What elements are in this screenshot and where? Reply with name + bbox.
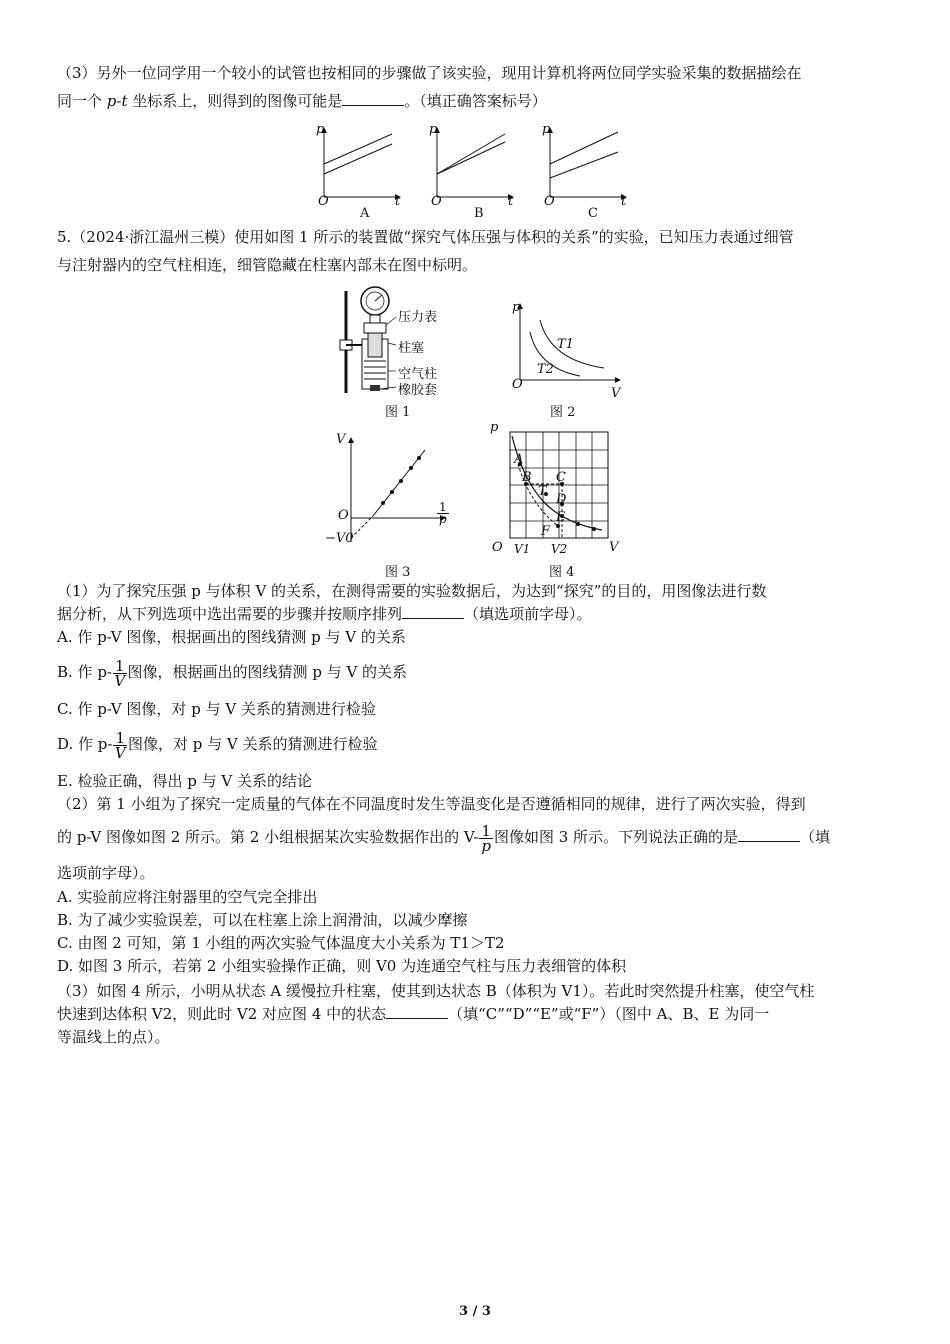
axis-p-C: p bbox=[542, 122, 551, 137]
fig4-caption: 图 4 bbox=[549, 565, 575, 580]
fig3-label-V0: −V0 bbox=[325, 531, 354, 546]
axis-t-C: t bbox=[621, 194, 627, 209]
s3-line3: 等温线上的点）。 bbox=[57, 1028, 170, 1046]
s1-option-C: C. 作 p-V 图像，对 p 与 V 关系的猜测进行检验 bbox=[57, 700, 376, 718]
fig3-axis-inv-p: $\frac{1}{p}$ bbox=[438, 500, 447, 526]
fig4-graph bbox=[498, 424, 628, 549]
page-number: 3 / 3 bbox=[459, 1304, 491, 1319]
fig2-label-T1: T1 bbox=[557, 337, 574, 352]
fig4-point-E: E bbox=[556, 510, 566, 525]
fig2-label-T2: T2 bbox=[537, 362, 554, 377]
fig1-label-rubber-cap: 橡胶套 bbox=[398, 383, 438, 398]
graph-label-A: A bbox=[360, 206, 370, 221]
s1-option-E: E. 检验正确，得出 p 与 V 关系的结论 bbox=[57, 772, 312, 790]
axis-t-A: t bbox=[395, 194, 401, 209]
graph-label-C: C bbox=[588, 206, 598, 221]
fig3-origin: O bbox=[338, 508, 349, 523]
s3-line1: （3）如图 4 所示，小明从状态 A 缓慢拉升柱塞，使其到达状态 B（体积为 V1）。若此时突然提升柱塞，使空气柱 bbox=[57, 982, 815, 1000]
fig3-caption: 图 3 bbox=[385, 565, 411, 580]
s2-line1: （2）第 1 小组为了探究一定质量的气体在不同温度时发生等温变化是否遵循相同的规律，进行了两次实验，得到 bbox=[57, 795, 806, 813]
s3-line2: 快速到达体积 V2，则此时 V2 对应图 4 中的状态 （填“C”“D”“E”或“F”）（图中 A、B、E 为同一 bbox=[57, 1005, 770, 1023]
axis-t-B: t bbox=[508, 194, 514, 209]
answer-blank[interactable] bbox=[386, 1004, 448, 1019]
pt-graph-B bbox=[437, 128, 513, 197]
fig4-axis-p: p bbox=[490, 420, 499, 435]
fig4-point-B: B bbox=[522, 470, 532, 485]
graph-label-B: B bbox=[474, 206, 484, 221]
fig4-point-C: C bbox=[556, 470, 566, 485]
s1-option-B: B. 作 p- $\frac{1}{V}$ 图像，根据画出的图线猜测 p 与 V 的关系 bbox=[57, 656, 408, 690]
origin-C: O bbox=[544, 194, 555, 209]
fig4-point-F: F bbox=[541, 524, 551, 539]
fig2-axis-V: V bbox=[611, 386, 621, 401]
q5-intro-line1: 5.（2024·浙江温州三模）使用如图 1 所示的装置做“探究气体压强与体积的关系”的实验，已知压力表通过细管 bbox=[57, 228, 794, 246]
q5-intro-line2: 与注射器内的空气柱相连，细管隐藏在柱塞内部未在图中标明。 bbox=[57, 256, 478, 274]
fig4-label-V1: V1 bbox=[514, 542, 531, 556]
fig3-axis-V: V bbox=[336, 432, 346, 447]
s1-option-D: D. 作 p- $\frac{1}{V}$ 图像，对 p 与 V 关系的猜测进行检验 bbox=[57, 728, 378, 762]
s2-option-D: D. 如图 3 所示，若第 2 小组实验操作正确，则 V0 为连通空气柱与压力表细管的体积 bbox=[57, 957, 627, 975]
fig4-label-V2: V2 bbox=[551, 542, 568, 556]
fig4-axis-V: V bbox=[609, 540, 619, 555]
fig4-origin: O bbox=[492, 540, 503, 555]
s1-option-A: A. 作 p-V 图像，根据画出的图线猜测 p 与 V 的关系 bbox=[57, 628, 406, 646]
origin-A: O bbox=[318, 194, 329, 209]
fig2-caption: 图 2 bbox=[550, 405, 576, 420]
fig4-point-A: A bbox=[514, 452, 524, 467]
s2-line3: 选项前字母）。 bbox=[57, 864, 155, 882]
axis-p-B: p bbox=[429, 122, 438, 137]
fig4-point-T: T bbox=[538, 484, 547, 499]
fig4-point-D: D bbox=[556, 492, 567, 507]
answer-blank[interactable] bbox=[738, 827, 800, 842]
answer-blank[interactable] bbox=[342, 91, 404, 106]
axis-p-A: p bbox=[316, 122, 325, 137]
s2-option-B: B. 为了减少实验误差，可以在柱塞上涂上润滑油，以减少摩擦 bbox=[57, 911, 468, 929]
fig2-axis-p: p bbox=[512, 300, 521, 315]
pt-graph-C bbox=[550, 128, 626, 197]
fig1-label-air-column: 空气柱 bbox=[398, 367, 438, 382]
s1-line1: （1）为了探究压强 p 与体积 V 的关系，在测得需要的实验数据后，为达到“探究”的目的，用图像法进行数 bbox=[57, 582, 767, 600]
pt-graph-A bbox=[324, 128, 400, 197]
s2-option-A: A. 实验前应将注射器里的空气完全排出 bbox=[57, 888, 318, 906]
fig1-caption: 图 1 bbox=[385, 405, 411, 420]
q3-prev-line2: 同一个 p-t 坐标系上，则得到的图像可能是 。（填正确答案标号） bbox=[57, 92, 547, 110]
s1-line2: 据分析，从下列选项中选出需要的步骤并按顺序排列 （填选项前字母）。 bbox=[57, 605, 592, 623]
fig1-label-plunger: 柱塞 bbox=[398, 341, 425, 356]
fig1-label-gauge: 压力表 bbox=[398, 310, 438, 325]
s2-option-C: C. 由图 2 可知，第 1 小组的两次实验气体温度大小关系为 T1＞T2 bbox=[57, 934, 505, 952]
answer-blank[interactable] bbox=[402, 604, 464, 619]
s2-line2: 的 p-V 图像如图 2 所示。第 2 小组根据某次实验数据作出的 V- $\frac{1}{p}$ 图像如图 3 所示。下列说法正确的是 （填 bbox=[57, 821, 831, 855]
origin-B: O bbox=[431, 194, 442, 209]
q3-prev-line1: （3）另外一位同学用一个较小的试管也按相同的步骤做了该实验，现用计算机将两位同学实验采集的数据描绘在 bbox=[57, 64, 802, 82]
fig2-origin: O bbox=[512, 377, 523, 392]
